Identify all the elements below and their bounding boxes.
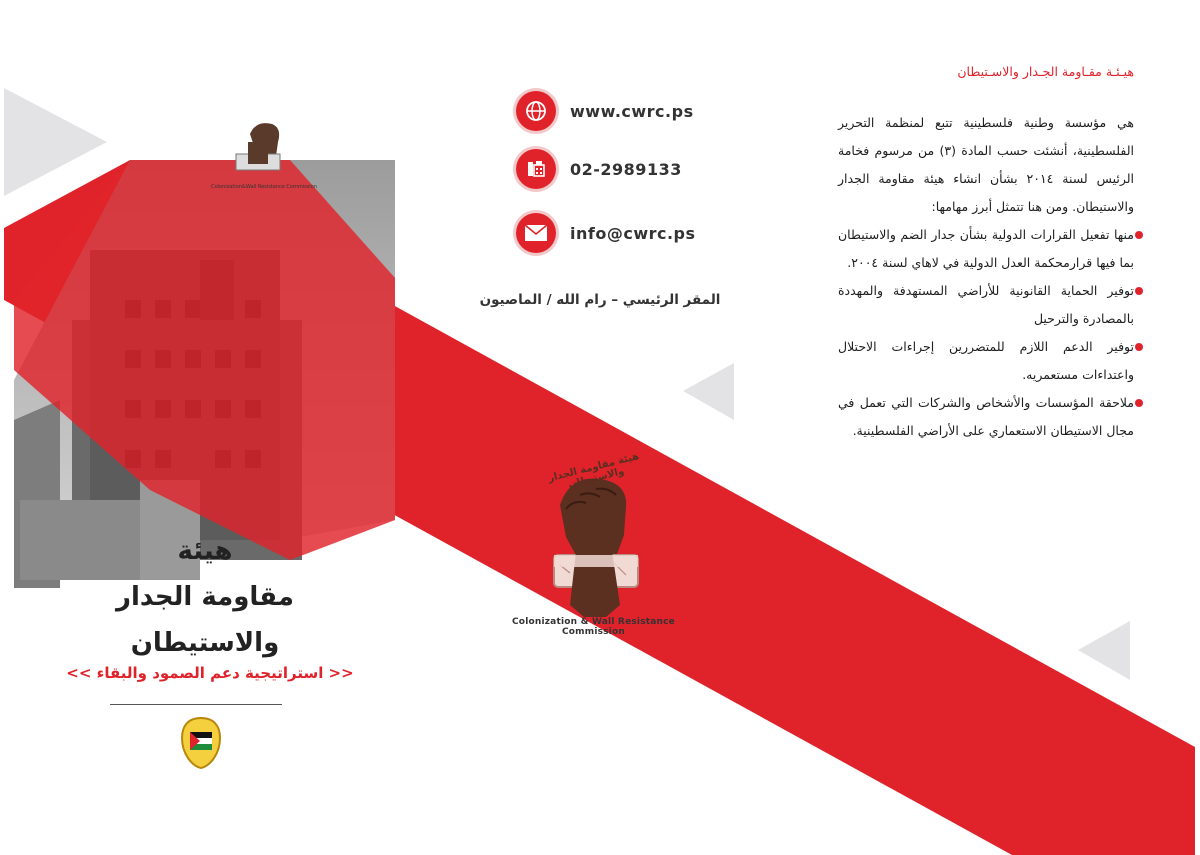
phone-text[interactable]: 02-2989133 xyxy=(570,159,682,179)
envelope-icon xyxy=(516,213,556,253)
email-text[interactable]: info@cwrc.ps xyxy=(570,223,696,243)
commission-logo-small xyxy=(211,112,317,192)
fax-icon xyxy=(516,149,556,189)
title-line-3: والاستيطان xyxy=(130,628,280,658)
list-item: توفير الدعم اللازم للمتضررين إجراءات الاحتلال واعتداءات مستعمريه. xyxy=(838,333,1134,389)
about-heading: هيـئـة مقـاومة الجـدار والاسـتيطان xyxy=(957,64,1134,79)
website-row[interactable] xyxy=(516,90,694,132)
logo-caption: Colonization & Wall Resistance Commission xyxy=(512,617,675,637)
tagline-divider xyxy=(110,704,282,705)
list-item: ملاحقة المؤسسات والأشخاص والشركات التي تعمل في مجال الاستيطان الاستعماري على الأراضي الفلسطينية. xyxy=(838,389,1134,445)
bullet-dot-icon xyxy=(1135,287,1143,295)
grey-triangle-right xyxy=(1078,621,1130,680)
title-line-1: هيئة xyxy=(177,536,233,566)
title-line-2: مقاومة الجدار xyxy=(116,582,294,612)
grey-triangle-top-left xyxy=(4,88,107,196)
list-item: منها تفعيل القرارات الدولية بشأن جدار الضم والاستيطان بما فيها قرارمحكمة العدل الدولية في لاهاي لسنة ٢٠٠٤. xyxy=(838,221,1134,277)
list-item: توفير الحماية القانونية للأراضي المستهدفة والمهددة بالمصادرة والترحيل xyxy=(838,277,1134,333)
commission-title xyxy=(60,528,350,666)
about-intro: هي مؤسسة وطنية فلسطينية تتبع لمنظمة التحرير الفلسطينية، أنشئت حسب المادة (٣) من مرسوم فخامة الرئيس لسنة ٢٠١٤ بشأن انشاء هيئة مقاومة الجدار والاستيطان. ومن هنا تتمثل أبرز مهامها: xyxy=(838,115,1135,214)
bullet-dot-icon xyxy=(1135,343,1143,351)
plo-emblem xyxy=(180,716,222,770)
phone-row[interactable] xyxy=(516,148,682,190)
tagline: << استراتيجية دعم الصمود والبقاء >> xyxy=(66,664,354,682)
email-row[interactable] xyxy=(516,212,696,254)
globe-icon xyxy=(516,91,556,131)
logo-arc-text: هيئة مقاومة الجدار والاستيطان xyxy=(547,451,641,491)
grey-triangle-mid xyxy=(683,363,734,420)
website-text[interactable]: www.cwrc.ps xyxy=(570,101,694,121)
bullet-dot-icon xyxy=(1135,231,1143,239)
about-panel xyxy=(838,64,1134,445)
svg-text:Colonization&Wall Resistance C: Colonization&Wall Resistance Commission xyxy=(211,184,317,190)
headquarters-address: المقر الرئيسي – رام الله / الماصيون xyxy=(479,292,721,308)
bullet-dot-icon xyxy=(1135,399,1143,407)
